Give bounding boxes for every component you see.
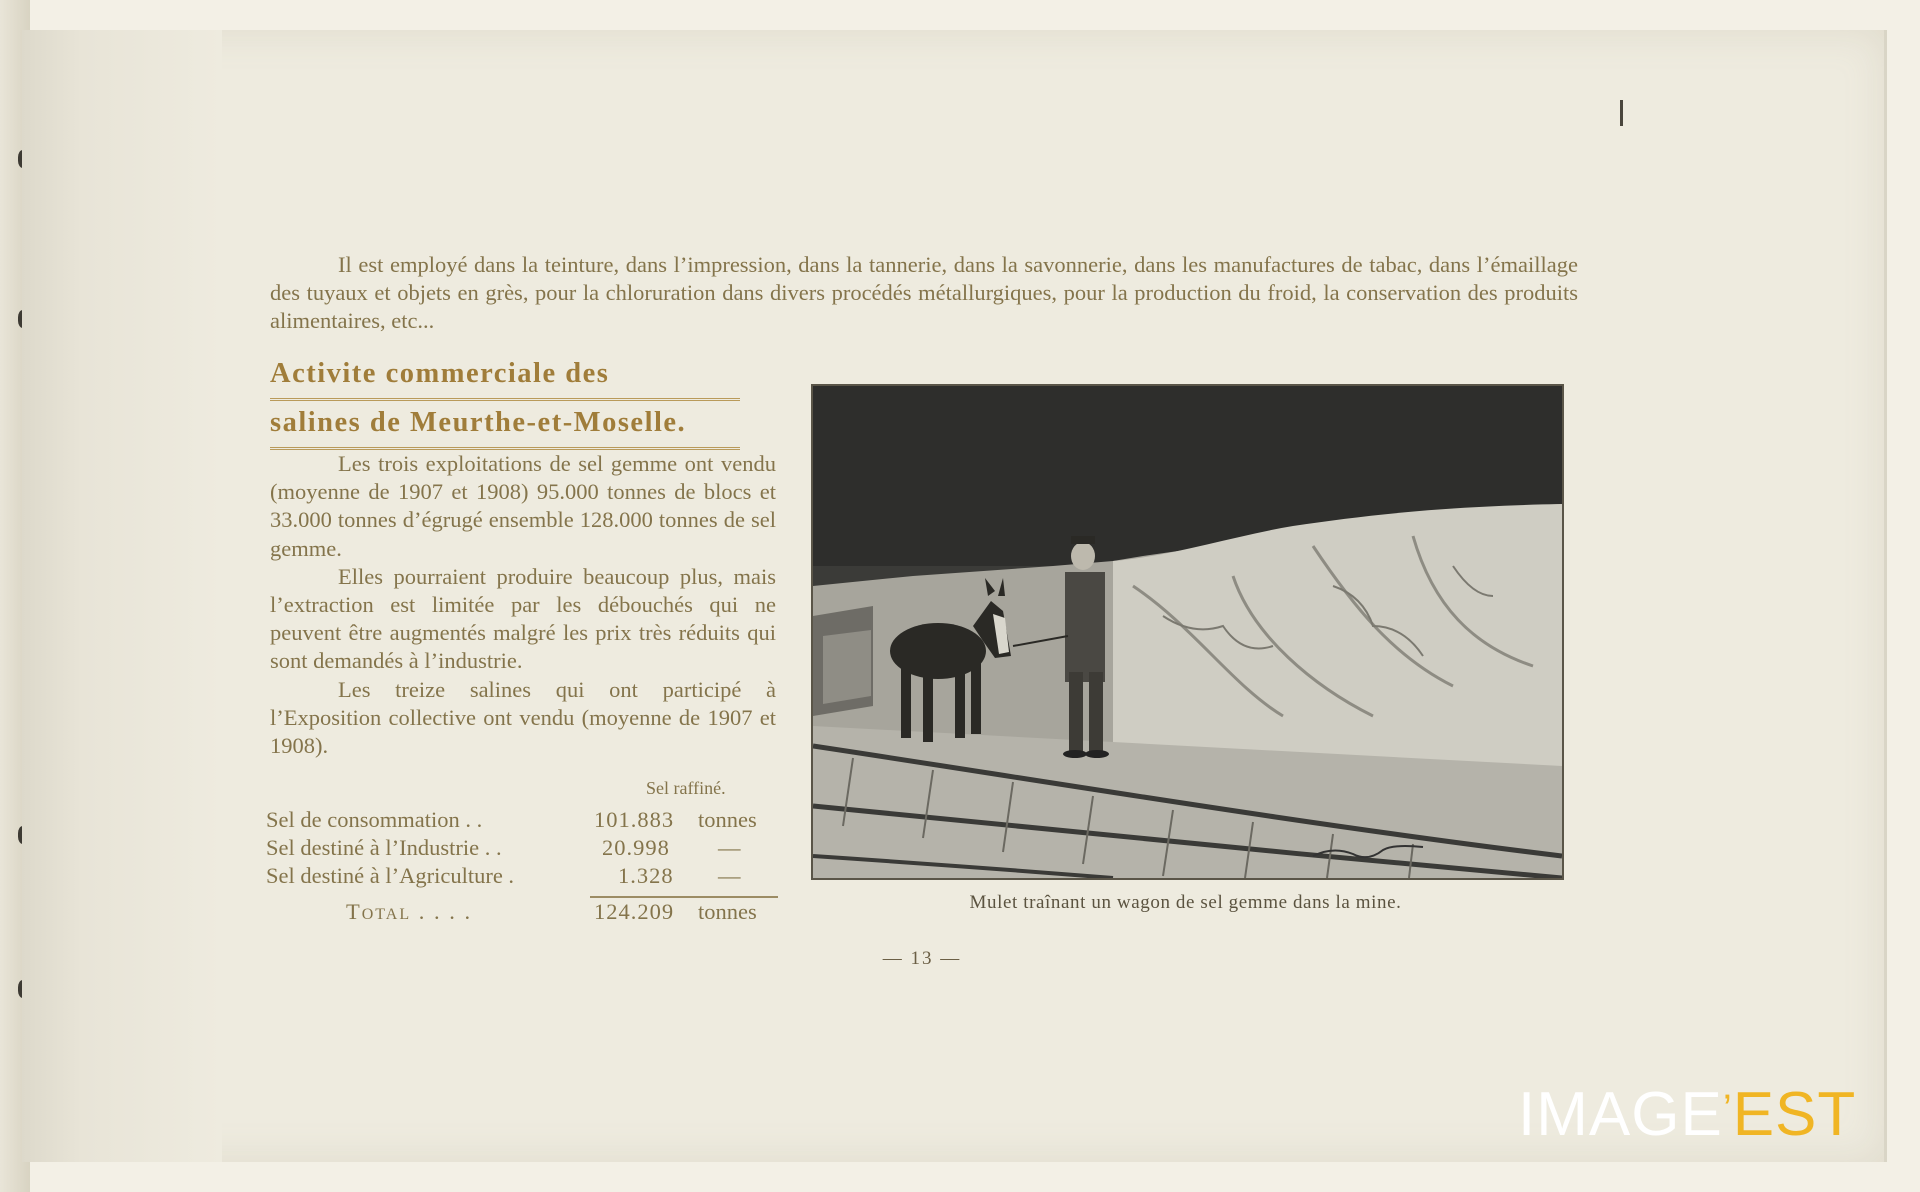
photo-caption: Mulet traînant un wagon de sel gemme dans la mine.	[969, 892, 1402, 913]
section-heading	[270, 354, 740, 452]
paragraph-salines: Les treize salines qui ont participé à l’Exposition collective ont vendu (moyenne de 1907 et 1908).	[270, 676, 776, 759]
watermark-apostrophe: ’	[1722, 1087, 1733, 1131]
table-row	[266, 834, 778, 862]
intro-paragraph: Il est employé dans la teinture, dans l’impression, dans la tannerie, dans la savonnerie, dans les manufactures de tabac, dans l’émaillage des tuyaux et objets en grès, pour la chloruration dans divers procédés métallurgiques, pour la production du froid, la conservation des produits alimentaires, etc...	[270, 252, 1578, 333]
section-heading-line-1: Activite commerciale des	[270, 354, 740, 401]
table-row	[266, 806, 778, 834]
watermark-part-2: EST	[1732, 1080, 1857, 1149]
row-unit: —	[718, 863, 741, 888]
row-label: Sel destiné à l’Industrie . .	[266, 835, 502, 860]
paragraph-sales: Les trois exploitations de sel gemme ont vendu (moyenne de 1907 et 1908) 95.000 tonnes de blocs et 33.000 tonnes d’égrugé ensemble 128.000 tonnes de sel gemme.	[270, 451, 776, 561]
body-text	[270, 450, 776, 760]
total-value: 124.209	[594, 899, 675, 924]
image-est-watermark-logo	[1518, 1080, 1856, 1150]
row-label: Sel de consommation . .	[266, 807, 483, 832]
row-label: Sel destiné à l’Agriculture .	[266, 863, 515, 888]
table-column-header: Sel raffiné.	[646, 778, 726, 798]
row-value: 1.328	[618, 863, 674, 888]
row-value: 20.998	[602, 835, 670, 860]
section-heading-line-2: salines de Meurthe-et-Moselle.	[270, 403, 740, 450]
row-unit: —	[718, 835, 741, 860]
table-row	[266, 862, 778, 890]
row-unit: tonnes	[698, 807, 757, 832]
total-label: Total . . . .	[346, 899, 473, 924]
paper-blemish	[1620, 100, 1623, 126]
page-number: — 13 —	[882, 948, 962, 969]
page-gutter-shadow	[22, 30, 222, 1162]
total-unit: tonnes	[698, 899, 757, 924]
paragraph-production: Elles pourraient produire beaucoup plus, mais l’extraction est limitée par les débouchés qui ne peuvent être augmentés malgré les prix très réduits qui sont demandés à l’industrie.	[270, 563, 776, 674]
mine-photograph	[811, 384, 1564, 880]
row-value: 101.883	[594, 807, 675, 832]
watermark-part-1: IMAGE	[1518, 1080, 1723, 1149]
table-total-row	[266, 898, 778, 926]
